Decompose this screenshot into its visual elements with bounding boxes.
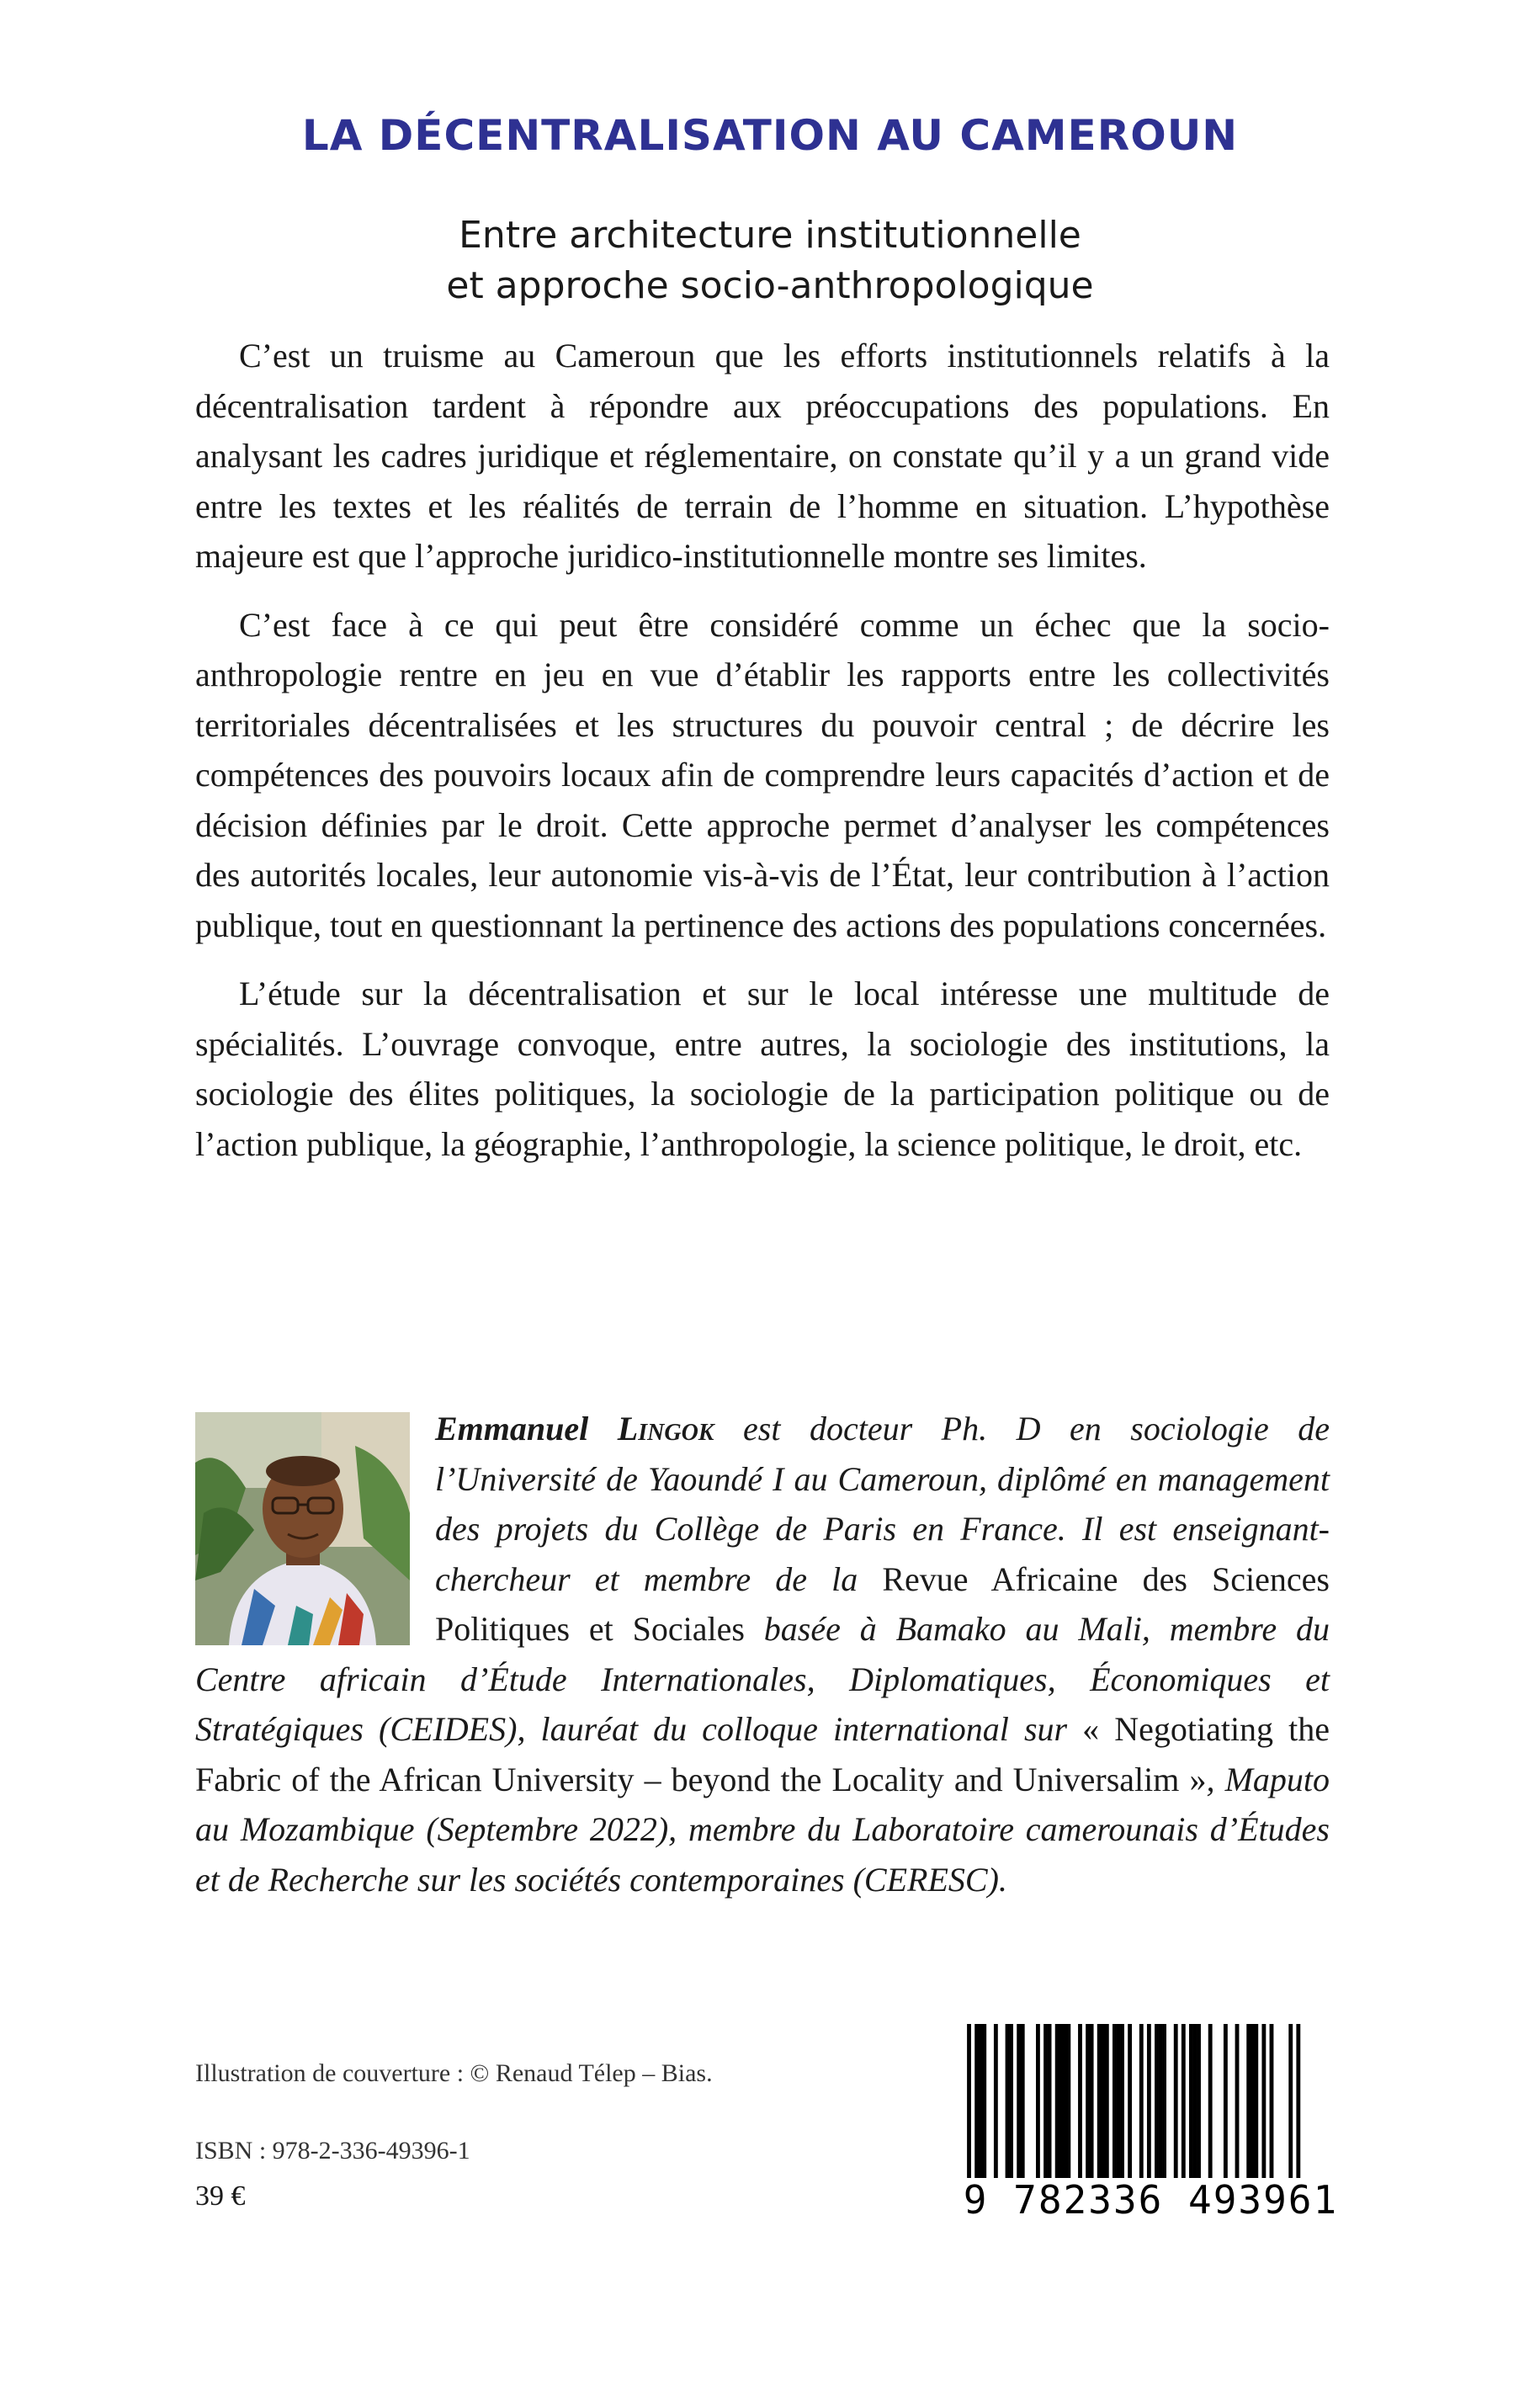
barcode-bar [1159, 2024, 1163, 2180]
subtitle-line-1: Entre architecture institutionnelle [459, 214, 1081, 257]
barcode-bar [1021, 2024, 1025, 2180]
subtitle-line-2: et approche socio-anthropologique [446, 264, 1094, 307]
barcode-bar [1197, 2024, 1201, 2180]
barcode-bar [1270, 2024, 1274, 2180]
barcode-bar [1147, 2024, 1151, 2180]
book-subtitle [0, 210, 1540, 311]
barcode-bar [1261, 2024, 1266, 2180]
barcode-bar [1043, 2024, 1048, 2180]
barcode-bar [1048, 2024, 1052, 2180]
barcode-bar [1009, 2024, 1013, 2180]
summary-paragraph-1: C’est un truisme au Cameroun que les efforts institutionnels relatifs à la décentralisation tardent à répondre aux préoccupations des populations. En analysant les cadres juridique et réglementaire, on constate qu’il y a un grand vide entre les textes et les réalités de terrain de l’homme en situation. L’hypothèse majeure est que l’approche juridico-institutionnelle montre ses limites. [195, 337, 1330, 575]
barcode-bar [1017, 2024, 1021, 2180]
summary-text [195, 331, 1330, 1187]
book-title: LA DÉCENTRALISATION AU CAMEROUN [301, 111, 1239, 160]
summary-paragraph-2: C’est face à ce qui peut être considéré comme un échec que la socio-anthropologie rentre en jeu en vue d’établir les rapports entre les collectivités territoriales décentralisées et les structures du pouvoir central ; de décrire les compétences des pouvoirs locaux afin de comprendre leurs capacités d’action et de décision définies par le droit. Cette approche permet d’analyser les compétences des autorités locales, leur autonomie vis-à-vis de l’État, leur contribution à l’action publique, tout en questionnant la pertinence des actions des populations concernées. [195, 605, 1330, 944]
barcode-bar [1066, 2024, 1070, 2180]
barcode-bar [1224, 2024, 1228, 2180]
barcode-bar [1117, 2024, 1121, 2180]
barcode-bar [1128, 2024, 1132, 2180]
author-section [195, 1404, 1330, 1904]
barcode-bar [1174, 2024, 1178, 2180]
barcode-bars [959, 2024, 1342, 2180]
barcode-bar [1251, 2024, 1255, 2180]
illustration-credit: Illustration de couverture : © Renaud Télep – Bias. [195, 2059, 713, 2087]
barcode-bar [1182, 2024, 1186, 2180]
author-bio-part-1: est docteur Ph. D en sociologie de l’Université de Yaoundé I au Cameroun, diplômé en management des projets du Collège de Paris en France. Il est enseignant-chercheur et membre de la [435, 1410, 1330, 1598]
isbn: ISBN : 978-2-336-49396-1 [195, 2137, 470, 2165]
barcode-bar [1097, 2024, 1102, 2180]
barcode-bar [1189, 2024, 1193, 2180]
barcode-bar [1086, 2024, 1090, 2180]
author-bio-part-3: , Maputo au Mozambique (Septembre 2022), membre du Laboratoire camerounais d’Études et de Recherche sur les sociétés contemporaines (CERESC). [195, 1760, 1330, 1899]
barcode-bar [1113, 2024, 1117, 2180]
barcode-bar [1193, 2024, 1197, 2180]
barcode-bar [1036, 2024, 1040, 2180]
barcode-bar [1296, 2024, 1300, 2180]
barcode-bar [1162, 2024, 1166, 2180]
price: 39 € [195, 2180, 246, 2212]
barcode-bar [1059, 2024, 1063, 2180]
barcode-digits: 9 782336 493961 [959, 2178, 1342, 2222]
barcode-bar [982, 2024, 986, 2180]
barcode-bar [1208, 2024, 1213, 2180]
journal-name: Revue Africaine des Sciences Politiques et Sociales [435, 1559, 1330, 1648]
barcode-bar [1101, 2024, 1105, 2180]
author-portrait-image [195, 1412, 410, 1645]
barcode-bar [1006, 2024, 1010, 2180]
barcode-bar [994, 2024, 998, 2180]
barcode-bar [1078, 2024, 1082, 2180]
barcode-bar [1055, 2024, 1059, 2180]
author-photo [195, 1412, 410, 1645]
barcode-bar [1063, 2024, 1067, 2180]
conference-name: « Negotiating the Fabric of the African University – beyond the Locality and Universalim » [195, 1710, 1330, 1798]
barcode-bar [1246, 2024, 1251, 2180]
barcode-bar [1139, 2024, 1144, 2180]
barcode-bar [1105, 2024, 1109, 2180]
barcode-bar [1288, 2024, 1293, 2180]
barcode-bar [979, 2024, 983, 2180]
barcode-bar [1090, 2024, 1094, 2180]
barcode-bar [974, 2024, 979, 2180]
barcode-bar [1235, 2024, 1240, 2180]
author-bio-part-2: basée à Bamako au Mali, membre du Centre africain d’Étude Internationales, Diplomatiques, Économiques et Stratégiques (CEIDES), lauréat du colloque international sur [195, 1610, 1330, 1748]
barcode-bar [1155, 2024, 1159, 2180]
summary-paragraph-3: L’étude sur la décentralisation et sur le local intéresse une multitude de spécialités. L’ouvrage convoque, entre autres, la sociologie des institutions, la sociologie des élites politiques, la sociologie de la participation politique ou de l’action publique, la géographie, l’anthropologie, la science politique, le droit, etc. [195, 975, 1330, 1163]
barcode-bar [1120, 2024, 1124, 2180]
author-name: Emmanuel Lingok [435, 1410, 714, 1447]
barcode-bar [967, 2024, 971, 2180]
barcode-bar [1254, 2024, 1258, 2180]
